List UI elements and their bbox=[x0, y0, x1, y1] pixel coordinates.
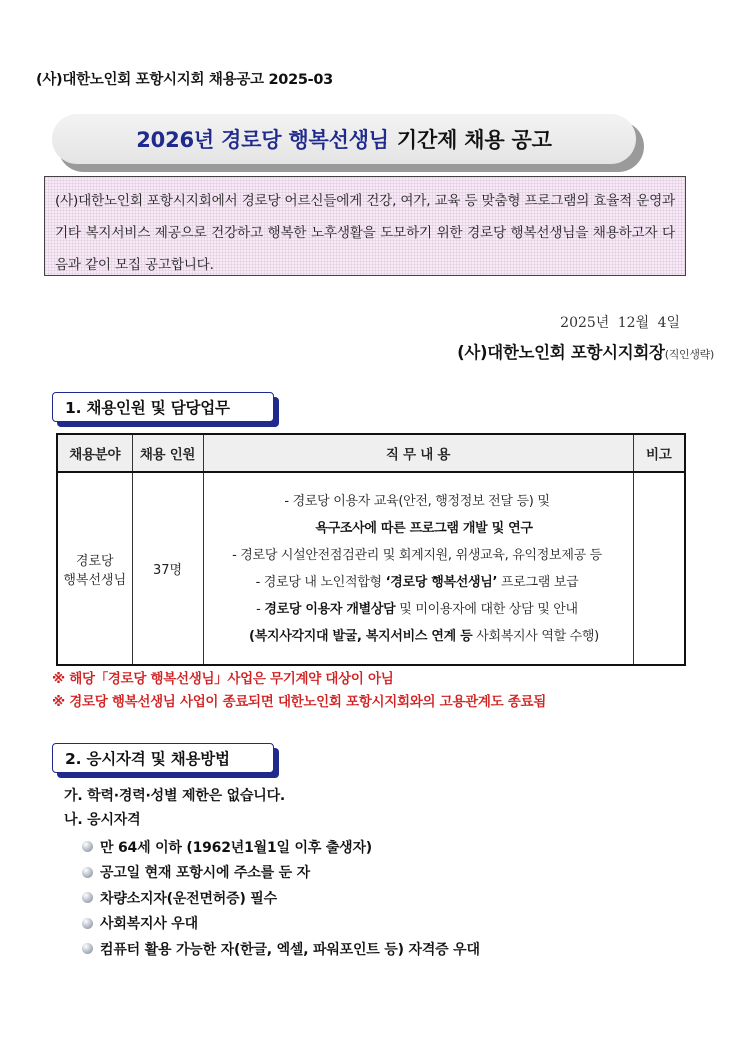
item-ga: 가. 학력·경력·성별 제한은 없습니다. bbox=[64, 788, 286, 804]
page-title bbox=[52, 114, 636, 164]
section-2-items bbox=[64, 784, 285, 832]
signer-name: (사)대한노인회 포항시지회장 bbox=[457, 343, 665, 362]
cell-remark bbox=[633, 472, 685, 665]
section-2-title: 2. 응시자격 및 채용방법 bbox=[52, 743, 274, 773]
duty-item bbox=[206, 623, 629, 650]
issue-date: 2025년 12월 4일 bbox=[560, 315, 680, 331]
col-header-field: 채용분야 bbox=[57, 434, 132, 472]
qualification-list bbox=[82, 834, 480, 962]
intro-paragraph: (사)대한노인회 포항시지회에서 경로당 어르신들에게 건강, 여가, 교육 등 맞춤형 프로그램의 효율적 운영과 기타 복지서비스 제공으로 건강하고 행복한 노후생활을 도모하기 위한 경로당 행복선생님을 채용하고자 다음과 같이 모집 공고합니다. bbox=[44, 176, 686, 276]
duty-item bbox=[206, 596, 629, 623]
note-item: ※ 경로당 행복선생님 사업이 종료되면 대한노인회 포항시지회와의 고용관계도 종료됨 bbox=[52, 694, 546, 710]
table-header-row bbox=[57, 434, 685, 472]
duty-text-bold: ‘경로당 행복선생님’ bbox=[385, 574, 498, 590]
field-line-1: 경로당 bbox=[75, 553, 114, 569]
duty-item bbox=[206, 569, 629, 596]
qualification-text: 컴퓨터 활용 가능한 자(한글, 엑셀, 파워포인트 등) 자격증 우대 bbox=[100, 941, 480, 958]
dash: - bbox=[256, 601, 265, 617]
bullet-ball-icon bbox=[82, 841, 93, 852]
duty-item bbox=[206, 542, 629, 569]
duty-text: 경로당 시설안전점검관리 및 회계지원, 위생교육, 유익정보제공 등 bbox=[240, 547, 602, 563]
col-header-count: 채용 인원 bbox=[132, 434, 203, 472]
qualification-text: 공고일 현재 포항시에 주소를 둔 자 bbox=[100, 865, 310, 882]
duty-item bbox=[206, 488, 629, 515]
cell-count: 37명 bbox=[132, 472, 203, 665]
duty-text-bold: (복지사각지대 발굴, 복지서비스 연계 등 bbox=[249, 628, 473, 644]
list-item bbox=[82, 885, 480, 911]
bullet-ball-icon bbox=[82, 943, 93, 954]
bullet-ball-icon bbox=[82, 892, 93, 903]
dash: - bbox=[255, 574, 264, 590]
qualification-text: 만 64세 이하 (1962년1월1일 이후 출생자) bbox=[100, 839, 372, 856]
notes bbox=[52, 668, 546, 714]
duty-text: 경로당 이용자 교육(안전, 행정정보 전달 등) 및 bbox=[292, 493, 550, 509]
duty-table bbox=[56, 433, 686, 666]
list-item bbox=[82, 834, 480, 860]
list-item bbox=[82, 936, 480, 962]
bullet-ball-icon bbox=[82, 867, 93, 878]
section-1-title: 1. 채용인원 및 담당업무 bbox=[52, 392, 274, 422]
section-2-heading bbox=[52, 743, 274, 773]
duty-text: 경로당 내 노인적합형 bbox=[263, 574, 386, 590]
cell-field bbox=[57, 472, 132, 665]
title-highlight: 2026년 경로당 행복선생님 bbox=[136, 128, 389, 152]
qualification-text: 차량소지자(운전면허증) 필수 bbox=[100, 890, 277, 907]
duty-text: 및 미이용자에 대한 상담 및 안내 bbox=[395, 601, 578, 617]
dash: - bbox=[232, 547, 241, 563]
list-item bbox=[82, 911, 480, 937]
duty-text: 사회복지사 역할 수행) bbox=[472, 628, 599, 644]
bullet-ball-icon bbox=[82, 918, 93, 929]
list-item bbox=[82, 860, 480, 886]
dash: - bbox=[284, 493, 293, 509]
seal-note: (직인생략) bbox=[664, 348, 714, 361]
duty-text: 프로그램 보급 bbox=[497, 574, 579, 590]
signer bbox=[457, 339, 714, 363]
duty-text-bold: 경로당 이용자 개별상담 bbox=[264, 601, 396, 617]
table-row bbox=[57, 472, 685, 665]
field-line-2: 행복선생님 bbox=[63, 572, 127, 588]
note-item: ※ 해당「경로당 행복선생님」사업은 무기계약 대상이 아님 bbox=[52, 671, 394, 687]
document-id: (사)대한노인회 포항시지회 채용공고 2025-03 bbox=[36, 72, 333, 88]
qualification-text: 사회복지사 우대 bbox=[100, 916, 198, 933]
duty-item: 욕구조사에 따른 프로그램 개발 및 연구 bbox=[315, 520, 533, 536]
col-header-duties: 직 무 내 용 bbox=[203, 434, 633, 472]
title-rest: 기간제 채용 공고 bbox=[396, 128, 552, 152]
section-1-heading bbox=[52, 392, 274, 422]
title-banner bbox=[52, 114, 644, 170]
col-header-remark: 비고 bbox=[633, 434, 685, 472]
item-na: 나. 응시자격 bbox=[64, 812, 141, 828]
cell-duties bbox=[203, 472, 633, 665]
